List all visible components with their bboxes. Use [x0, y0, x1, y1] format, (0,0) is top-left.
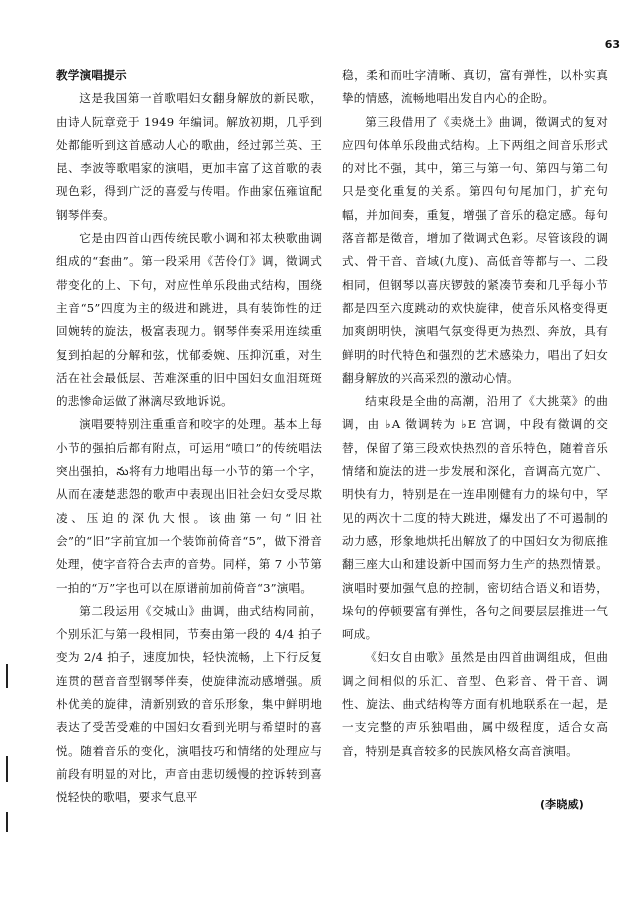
scan-edge-mark	[6, 812, 8, 832]
scan-edge-mark	[6, 664, 8, 688]
author-signature: (李晓威)	[539, 797, 584, 811]
paragraph: 结束段是全曲的高潮，沿用了《大挑菜》的曲调，由 ♭A 徵调转为 ♭E 宫调，中段有徵调的交替，保留了第三段欢快热烈的音乐特色，随着音乐情绪和旋法的进一步发展和深化，音调高亢宽广、明快有力，特别是在一连串刚健有力的垛句中，罕见的两次十二度的特大跳进，爆发出了不可遏制的动力感，形象地烘托出解放了的中国妇女为彻底推翻三座大山和建设新中国而努力生产的热烈情景。演唱时要加强气息的控制，密切结合语义和语势，垛句的停顿要富有弹性，各句之间要层层推进一气呵成。	[342, 394, 608, 642]
left-column	[56, 64, 322, 810]
paragraph: 第二段运用《交城山》曲调，曲式结构同前，个别乐汇与第一段相同，节奏由第一段的 4/4 拍子变为 2/4 拍子，速度加快，轻快流畅，上下行反复连贯的琶音音型钢琴伴奏，使旋律流动感增强。质朴优美的旋律，清新别致的音乐形象，集中鲜明地表达了受苦受难的中国妇女看到光明与希望时的喜悦。随着音乐的变化，演唱技巧和情绪的处理应与前段有明显的对比，声音由悲切缓慢的控诉转到喜悦轻快的歌唱，要求气息平	[56, 603, 322, 805]
section-heading: 教学演唱提示	[56, 68, 127, 82]
paragraph: 演唱要特别注重重音和咬字的处理。基本上每小节的强拍后都有附点，可运用“喷口”的传统唱法突出强拍，ను将有力地唱出每一小节的第一个字，从而在凄楚悲怨的歌声中表现出旧社会妇女受尽欺凌、压迫的深仇大恨。该曲第一句“旧社会”的“旧”字前宜加一个装饰前倚音“5”，做下滑音处理，使字音符合去声的音势。同样，第 7 小节第一拍的“万”字也可以在原谱前加前倚音“3”演唱。	[56, 417, 322, 595]
page-number: 63	[604, 38, 620, 51]
scan-edge-mark	[6, 756, 8, 782]
paragraph: 它是由四首山西传统民歌小调和祁太秧歌曲调组成的“套曲”。第一段采用《苦伶仃》调，徵调式带变化的上、下句，对应性单乐段曲式结构，围绕主音“5”四度为主的级进和跳进，具有装饰性的迂回婉转的旋法，极富表现力。钢琴伴奏采用连续重复到拍起的分解和弦，忧郁委婉、压抑沉重，对生活在社会最低层、苦难深重的旧中国妇女血泪斑斑的悲惨命运做了淋漓尽致地诉说。	[56, 231, 322, 409]
paragraph: 第三段借用了《卖烧土》曲调，徵调式的复对应四句体单乐段曲式结构。上下两组之间音乐形式的对比不强，其中，第三与第一句、第四与第二句只是变化重复的关系。第四句句尾加门，扩充句幅，并加间奏，重复，增强了音乐的稳定感。每句落音都是徵音，增加了徵调式色彩。尽管该段的调式、骨干音、音域(九度)、高低音等都与一、二段相同，但钢琴以喜庆锣鼓的紧凑节奏和几乎每小节都是四至六度跳动的欢快旋律，使音乐风格变得更加爽朗明快，演唱气氛变得更为热烈、奔放，具有鲜明的时代特色和强烈的艺术感染力，唱出了妇女翻身解放的兴高采烈的激动心情。	[342, 114, 608, 385]
paragraph: 稳，柔和而吐字清晰、真切，富有弹性，以朴实真挚的情感，流畅地唱出发自内心的企盼。	[342, 68, 608, 106]
paragraph: 这是我国第一首歌唱妇女翻身解放的新民歌，由诗人阮章竞于 1949 年编词。解放初期，几乎到处都能听到这首感动人心的歌曲，经过郭兰英、王昆、李波等歌唱家的演唱，更加丰富了这首歌的表现色彩，得到广泛的喜爱与传唱。作曲家伍雍谊配钢琴伴奏。	[56, 91, 322, 222]
paragraph: 《妇女自由歌》虽然是由四首曲调组成，但曲调之间相似的乐汇、音型、色彩音、骨干音、调性、旋法、曲式结构等方面有机地联系在一起，是一支完整的声乐独唱曲，属中级程度，适合女高音，特别是真音较多的民族风格女高音演唱。	[342, 650, 608, 758]
right-column	[342, 64, 608, 816]
